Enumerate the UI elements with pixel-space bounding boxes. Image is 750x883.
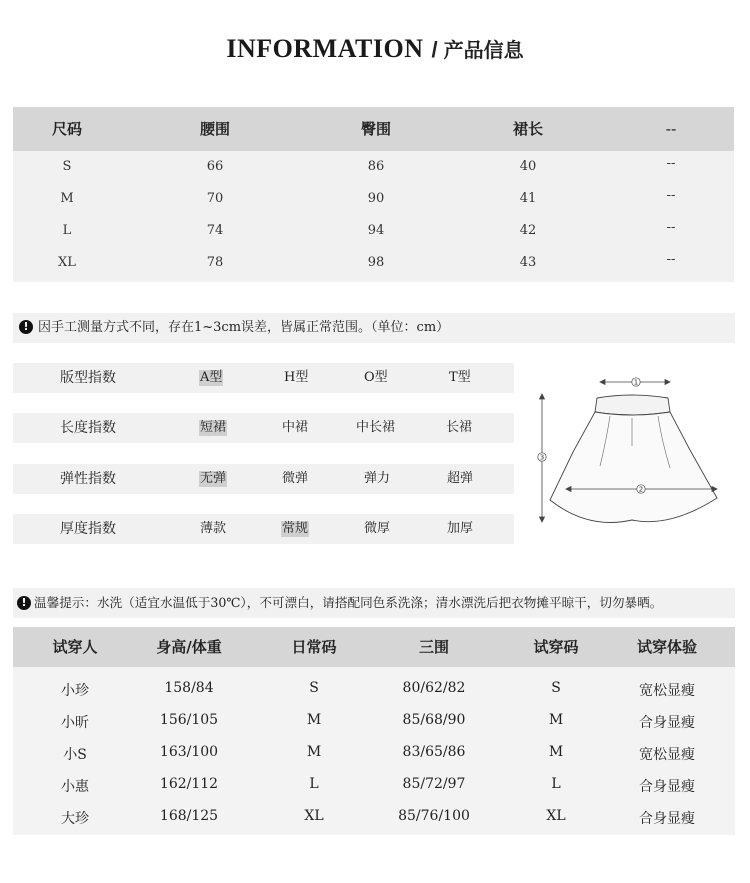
tester-cell: 小S	[63, 747, 87, 763]
header-tester: 试穿人	[52, 638, 98, 656]
height-weight-cell: 168/125	[159, 808, 219, 824]
tester-cell: 小惠	[61, 779, 89, 795]
marker-2-label: 2	[638, 485, 644, 494]
elasticity-index-label: 弹性指数	[60, 471, 116, 487]
height-weight-cell: 163/100	[159, 744, 219, 760]
trial-size-cell: M	[548, 712, 564, 728]
header-trial-size: 试穿码	[533, 638, 579, 656]
length-option-short: 短裙	[200, 420, 227, 435]
thickness-option-thick: 加厚	[447, 521, 474, 536]
measurements-cell: 83/65/86	[402, 744, 466, 760]
washing-note	[13, 588, 735, 618]
daily-size-cell: M	[306, 744, 322, 760]
length-option-long: 长裙	[446, 420, 473, 435]
trial-size-cell: XL	[546, 808, 566, 824]
waist-cell: 70	[206, 191, 224, 206]
hip-cell: 98	[367, 255, 385, 270]
experience-cell: 宽松显瘦	[639, 683, 695, 699]
marker-1-label: 1	[633, 378, 639, 387]
fit-option-a: A型	[200, 370, 223, 385]
title-separator: /	[431, 37, 438, 62]
tester-cell: 大珍	[61, 811, 89, 827]
measurements-cell: 85/76/100	[398, 808, 470, 824]
length-option-mid: 中裙	[282, 420, 309, 435]
waist-cell: 78	[206, 255, 224, 270]
size-cell: M	[60, 191, 74, 206]
exclamation-circle-icon: !	[17, 596, 31, 610]
fit-option-t: T型	[449, 370, 471, 385]
length-index-row	[13, 413, 514, 443]
fit-option-h: H型	[284, 370, 309, 385]
size-cell: L	[62, 223, 72, 238]
thickness-option-regular: 常规	[282, 521, 309, 536]
measurement-note	[13, 313, 735, 343]
height-weight-cell: 162/112	[159, 776, 219, 792]
header-daily-size: 日常码	[291, 638, 337, 656]
length-cell: 41	[519, 191, 537, 206]
thickness-index-row	[13, 514, 514, 544]
skirt-measurement-diagram	[520, 362, 735, 542]
thickness-option-thin: 薄款	[200, 521, 227, 536]
title-english: INFORMATION	[226, 34, 424, 63]
waist-cell: 66	[206, 159, 224, 174]
marker-3-label: 3	[539, 453, 545, 462]
experience-cell: 宽松显瘦	[639, 747, 695, 763]
size-table-header	[13, 107, 734, 151]
trial-size-cell: S	[551, 680, 561, 696]
page-title	[0, 34, 750, 64]
experience-cell: 合身显瘦	[639, 811, 695, 827]
height-weight-cell: 158/84	[164, 680, 214, 696]
trial-size-cell: L	[551, 776, 561, 792]
length-cell: 40	[519, 159, 537, 174]
elasticity-option-none: 无弹	[200, 471, 227, 486]
trial-size-cell: M	[548, 744, 564, 760]
extra-cell: --	[666, 220, 676, 235]
measurements-cell: 80/62/82	[402, 680, 466, 696]
daily-size-cell: M	[306, 712, 322, 728]
fit-index-row	[13, 363, 514, 393]
daily-size-cell: S	[309, 680, 319, 696]
title-chinese: 产品信息	[443, 38, 524, 62]
length-index-label: 长度指数	[60, 420, 116, 436]
tester-cell: 小昕	[61, 715, 89, 731]
daily-size-cell: L	[309, 776, 319, 792]
tester-cell: 小珍	[61, 683, 89, 699]
height-weight-cell: 156/105	[159, 712, 219, 728]
thickness-index-label: 厚度指数	[60, 521, 116, 537]
header-experience: 试穿体验	[636, 638, 697, 656]
waist-cell: 74	[206, 223, 224, 238]
fit-index-label: 版型指数	[60, 370, 116, 386]
size-table	[13, 107, 734, 282]
measurements-cell: 85/68/90	[402, 712, 466, 728]
header-size: 尺码	[51, 120, 82, 138]
trial-table-header	[13, 627, 735, 667]
header-length: 裙长	[512, 120, 543, 138]
fit-option-o: O型	[364, 370, 388, 385]
experience-cell: 合身显瘦	[639, 779, 695, 795]
thickness-option-slightthick: 微厚	[364, 521, 391, 536]
measurements-cell: 85/72/97	[402, 776, 466, 792]
elasticity-option-super: 超弹	[447, 471, 474, 486]
exclamation-circle-icon: !	[19, 320, 33, 334]
elasticity-option-elastic: 弹力	[364, 471, 391, 486]
header-waist: 腰围	[199, 120, 230, 138]
length-cell: 42	[519, 223, 537, 238]
size-cell: XL	[58, 255, 76, 270]
daily-size-cell: XL	[304, 808, 324, 824]
experience-cell: 合身显瘦	[639, 715, 695, 731]
elasticity-option-slight: 微弹	[282, 471, 309, 486]
measurement-note-text: 因手工测量方式不同，存在1~3cm误差，皆属正常范围。（单位：cm）	[38, 320, 450, 335]
header-height-weight: 身高/体重	[156, 638, 222, 656]
hip-cell: 90	[367, 191, 385, 206]
elasticity-index-row	[13, 464, 514, 494]
skirt-outline	[550, 395, 717, 523]
hip-cell: 94	[367, 223, 385, 238]
header-extra: --	[665, 120, 677, 138]
extra-cell: --	[666, 188, 676, 203]
extra-cell: --	[666, 252, 676, 267]
extra-cell: --	[666, 156, 676, 171]
length-cell: 43	[519, 255, 537, 270]
trial-table-body	[13, 667, 735, 835]
header-hip: 臀围	[360, 120, 391, 138]
length-option-midlong: 中长裙	[356, 420, 396, 435]
washing-note-text: 温馨提示：水洗（适宜水温低于30℃），不可漂白，请搭配同色系洗涤；清水漂洗后把衣物摊平晾干，切勿暴晒。	[34, 595, 663, 610]
size-cell: S	[62, 159, 72, 174]
header-measurements: 三围	[418, 638, 449, 656]
hip-cell: 86	[367, 159, 385, 174]
